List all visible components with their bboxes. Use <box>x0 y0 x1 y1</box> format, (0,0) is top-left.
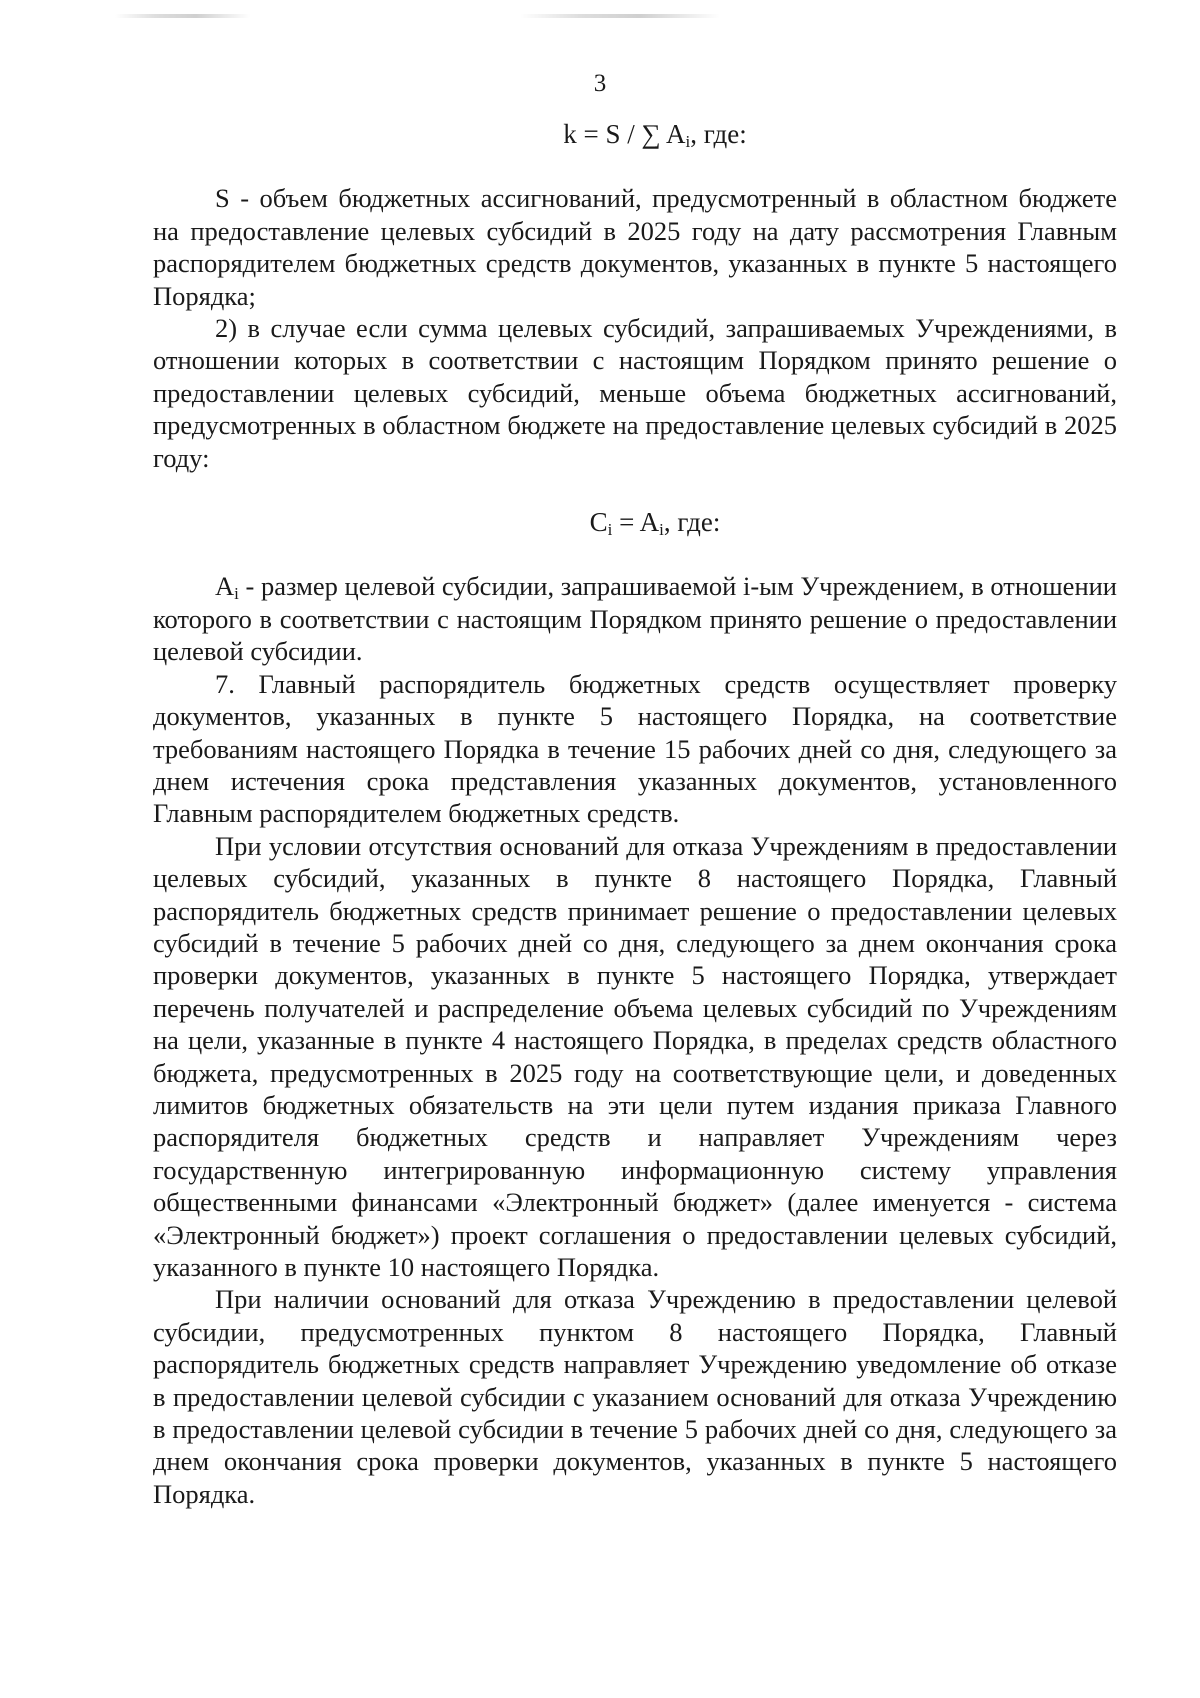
paragraph-item-2: 2) в случае если сумма целевых субсидий, запрашиваемых Учреждениями, в отношении которых в соответствии с настоящим Порядком принято решение о предоставлении целевых субсидий, меньше объема бюджетных ассигнований, предусмотренных в областном бюджете на предоставление целевых субсидий в 2025 году: <box>153 313 1117 473</box>
paragraph-refusal: При наличии оснований для отказа Учреждению в предоставлении целевой субсидии, предусмотренных пунктом 8 настоящего Порядка, Главный распорядитель бюджетных средств направляет Учреждению уведомление об отказе в предоставлении целевой субсидии с указанием оснований для отказа Учреждению в предоставлении целевой субсидии в течение 5 рабочих дней со дня, следующего за днем окончания срока проверки документов, указанных в пункте 5 настоящего Порядка. <box>153 1284 1117 1509</box>
formula-c-middle: = A <box>612 507 660 538</box>
scan-artifact <box>115 14 250 18</box>
formula-k-suffix: , где: <box>690 119 747 149</box>
formula-c <box>153 506 1117 538</box>
page-number: 3 <box>593 70 607 97</box>
paragraph-ai-definition <box>153 570 1117 667</box>
formula-c-subscript: i <box>607 520 613 540</box>
ai-text: - размер целевой субсидии, запрашиваемой i-ым Учреждением, в отношении которого в соответствии с настоящим Порядком принято решение о предоставлении целевой субсидии. <box>153 571 1117 667</box>
formula-c-suffix: , где: <box>663 507 721 538</box>
paragraph-item-7: 7. Главный распорядитель бюджетных средств осуществляет проверку документов, указанных в пункте 5 настоящего Порядка, на соответствие требованиям настоящего Порядка в течение 15 рабочих дней со дня, следующего за днем истечения срока представления указанных документов, установленного Главным распорядителем бюджетных средств. <box>153 668 1117 829</box>
paragraph-s-definition: S - объем бюджетных ассигнований, предусмотренный в областном бюджете на предоставление целевых субсидий в 2025 году на дату рассмотрения Главным распорядителем бюджетных средств документов, указанных в пункте 5 настоящего Порядка; <box>153 183 1117 311</box>
paragraph-condition: При условии отсутствия оснований для отказа Учреждениям в предоставлении целевых субсидий, указанных в пункте 8 настоящего Порядка, Главный распорядитель бюджетных средств принимает решение о предоставлении целевых субсидий в течение 5 рабочих дней со дня, следующего за днем окончания срока проверки документов, указанных в пункте 5 настоящего Порядка, утверждает перечень получателей и распределение объема целевых субсидий по Учреждениям на цели, указанные в пункте 4 настоящего Порядка, в пределах средств областного бюджета, предусмотренных в 2025 году на соответствующие цели, и доведенных лимитов бюджетных обязательств на эти цели путем издания приказа Главного распорядителя бюджетных средств и направляет Учреждениям через государственную интегрированную информационную систему управления общественными финансами «Электронный бюджет» (далее именуется - система «Электронный бюджет») проект соглашения о предоставлении целевых субсидий, указанного в пункте 10 настоящего Порядка. <box>153 830 1117 1282</box>
formula-k <box>153 118 1117 150</box>
ai-subscript: i <box>234 584 239 604</box>
document-body <box>153 118 1117 1510</box>
formula-c-symbol: C <box>589 507 608 538</box>
formula-k-prefix: k = S / ∑ A <box>563 119 686 149</box>
scan-artifact <box>520 14 720 18</box>
formula-k-subscript: i <box>685 132 691 151</box>
ai-symbol: A <box>215 571 235 602</box>
formula-a-subscript: i <box>659 520 664 540</box>
